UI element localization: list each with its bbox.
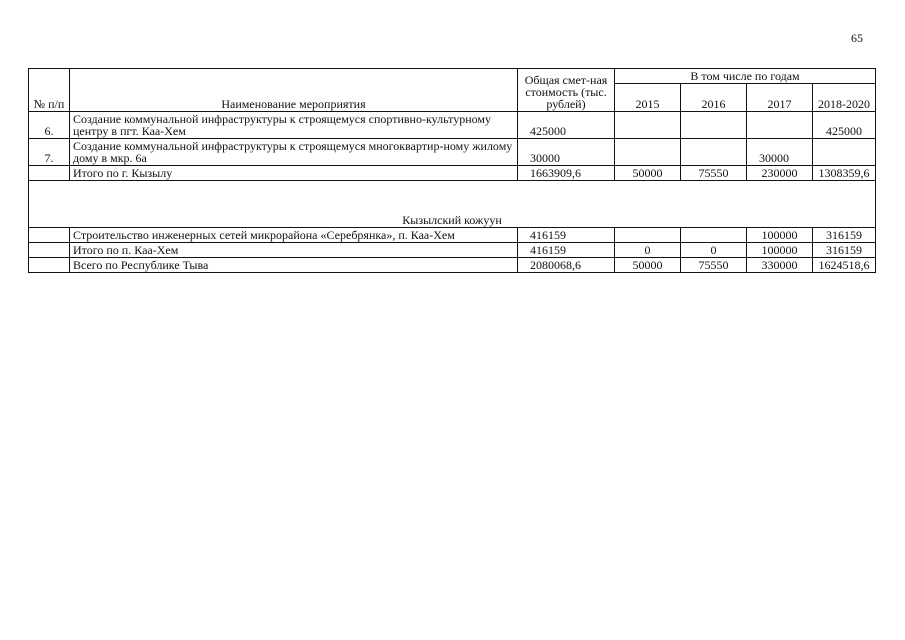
header-year-2018-2020: 2018-2020 [813, 84, 876, 112]
row-cost: 416159 [518, 228, 615, 243]
header-name: Наименование мероприятия [70, 69, 518, 112]
row-num [29, 166, 70, 181]
section-row [29, 181, 876, 228]
budget-table [28, 68, 876, 273]
row-2017: 230000 [747, 166, 813, 181]
row-num [29, 243, 70, 258]
row-name: Всего по Республике Тыва [70, 258, 518, 273]
row-2015: 0 [615, 243, 681, 258]
table-row [29, 139, 876, 166]
row-cost: 1663909,6 [518, 166, 615, 181]
header-year-2016: 2016 [681, 84, 747, 112]
page-number: 65 [851, 31, 863, 45]
row-cost: 425000 [518, 112, 615, 139]
row-num: 6. [29, 112, 70, 139]
header-year-2017: 2017 [747, 84, 813, 112]
header-num: № п/п [29, 69, 70, 112]
header-cost: Общая смет-ная стоимость (тыс. рублей) [518, 69, 615, 112]
row-2018-2020: 1624518,6 [813, 258, 876, 273]
row-num [29, 228, 70, 243]
row-2017: 100000 [747, 228, 813, 243]
row-2016 [681, 228, 747, 243]
row-2016 [681, 139, 747, 166]
row-2018-2020: 316159 [813, 228, 876, 243]
row-num: 7. [29, 139, 70, 166]
row-name: Итого по г. Кызылу [70, 166, 518, 181]
row-name: Создание коммунальной инфраструктуры к строящемуся многоквартир-ному жилому дому в мкр. 6а [70, 139, 518, 166]
row-cost: 416159 [518, 243, 615, 258]
row-2016: 0 [681, 243, 747, 258]
row-2015: 50000 [615, 258, 681, 273]
row-2018-2020: 316159 [813, 243, 876, 258]
row-2017 [747, 112, 813, 139]
row-2015 [615, 112, 681, 139]
row-name: Итого по п. Каа-Хем [70, 243, 518, 258]
row-2018-2020: 1308359,6 [813, 166, 876, 181]
row-2017: 30000 [747, 139, 813, 166]
row-2016 [681, 112, 747, 139]
row-2017: 100000 [747, 243, 813, 258]
section-title: Кызылский кожуун [29, 181, 876, 228]
row-2017: 330000 [747, 258, 813, 273]
row-num [29, 258, 70, 273]
row-2015 [615, 139, 681, 166]
table-row-total [29, 243, 876, 258]
table-row-total [29, 166, 876, 181]
row-cost: 2080068,6 [518, 258, 615, 273]
header-row-1 [29, 69, 876, 84]
row-name: Строительство инженерных сетей микрорайона «Серебрянка», п. Каа-Хем [70, 228, 518, 243]
row-2018-2020 [813, 139, 876, 166]
table-row-grand-total [29, 258, 876, 273]
row-2015: 50000 [615, 166, 681, 181]
header-year-2015: 2015 [615, 84, 681, 112]
row-2015 [615, 228, 681, 243]
table-row [29, 112, 876, 139]
table-row [29, 228, 876, 243]
row-2016: 75550 [681, 258, 747, 273]
row-2018-2020: 425000 [813, 112, 876, 139]
row-2016: 75550 [681, 166, 747, 181]
row-cost: 30000 [518, 139, 615, 166]
header-years-group: В том числе по годам [615, 69, 876, 84]
row-name: Создание коммунальной инфраструктуры к строящемуся спортивно-культурному центру в пгт. Каа-Хем [70, 112, 518, 139]
